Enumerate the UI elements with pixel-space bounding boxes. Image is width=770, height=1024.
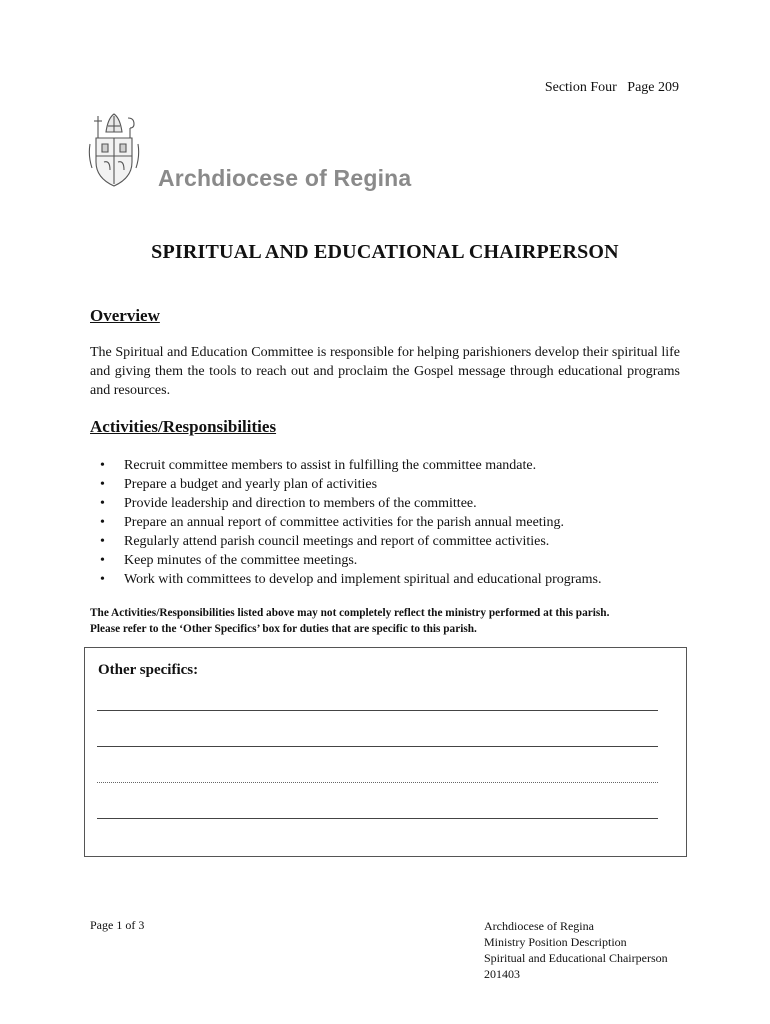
list-item bbox=[100, 570, 680, 589]
specifics-line-field[interactable] bbox=[97, 746, 658, 747]
bullet-icon: • bbox=[100, 515, 105, 530]
overview-paragraph: The Spiritual and Education Committee is responsible for helping parishioners develop their spiritual life and giving them the tools to reach out and proclaim the Gospel message through educational programs and resources. bbox=[90, 345, 680, 398]
bullet-icon: • bbox=[100, 496, 105, 511]
specifics-line-field[interactable] bbox=[97, 818, 658, 819]
footer-page-info: Page 1 of 3 bbox=[90, 918, 145, 932]
disclaimer-line: The Activities/Responsibilities listed above may not completely reflect the ministry performed at this parish. bbox=[90, 607, 610, 619]
bullet-icon: • bbox=[100, 572, 105, 587]
footer-org: Archdiocese of Regina bbox=[484, 919, 594, 933]
footer-doc-type: Ministry Position Description bbox=[484, 935, 627, 949]
specifics-line-field[interactable] bbox=[97, 710, 658, 711]
disclaimer-note bbox=[90, 605, 690, 637]
bullet-icon: • bbox=[100, 458, 105, 473]
bullet-icon: • bbox=[100, 553, 105, 568]
footer-code: 201403 bbox=[484, 967, 520, 981]
list-item-text: Work with committees to develop and implement spiritual and educational programs. bbox=[124, 572, 602, 587]
other-specifics-box bbox=[84, 647, 687, 857]
disclaimer-line: Please refer to the ‘Other Specifics’ box for duties that are specific to this parish. bbox=[90, 623, 477, 635]
list-item bbox=[100, 513, 680, 532]
footer-position: Spiritual and Educational Chairperson bbox=[484, 951, 668, 965]
list-item bbox=[100, 532, 680, 551]
organization-name: Archdiocese of Regina bbox=[158, 165, 412, 191]
list-item-text: Recruit committee members to assist in fulfilling the committee mandate. bbox=[124, 458, 537, 473]
list-item bbox=[100, 551, 680, 570]
document-title: SPIRITUAL AND EDUCATIONAL CHAIRPERSON bbox=[151, 241, 619, 263]
list-item-text: Provide leadership and direction to members of the committee. bbox=[124, 496, 477, 511]
archdiocese-crest-icon bbox=[88, 112, 140, 190]
section-header bbox=[545, 80, 679, 96]
bullet-icon: • bbox=[100, 477, 105, 492]
list-item bbox=[100, 494, 680, 513]
activities-list bbox=[100, 456, 680, 589]
page-number: Page 209 bbox=[627, 80, 679, 95]
specifics-line-field[interactable] bbox=[97, 782, 658, 783]
bullet-icon: • bbox=[100, 534, 105, 549]
section-label: Section Four bbox=[544, 80, 617, 95]
list-item-text: Regularly attend parish council meetings and report of committee activities. bbox=[124, 534, 550, 549]
other-specifics-label: Other specifics: bbox=[98, 662, 199, 678]
list-item bbox=[100, 475, 680, 494]
activities-heading: Activities/Responsibilities bbox=[90, 417, 277, 436]
overview-heading: Overview bbox=[90, 306, 160, 325]
list-item-text: Prepare an annual report of committee activities for the parish annual meeting. bbox=[124, 515, 565, 530]
list-item-text: Keep minutes of the committee meetings. bbox=[124, 553, 358, 568]
list-item bbox=[100, 456, 680, 475]
list-item-text: Prepare a budget and yearly plan of activities bbox=[124, 477, 378, 492]
footer-document-info bbox=[484, 918, 668, 982]
